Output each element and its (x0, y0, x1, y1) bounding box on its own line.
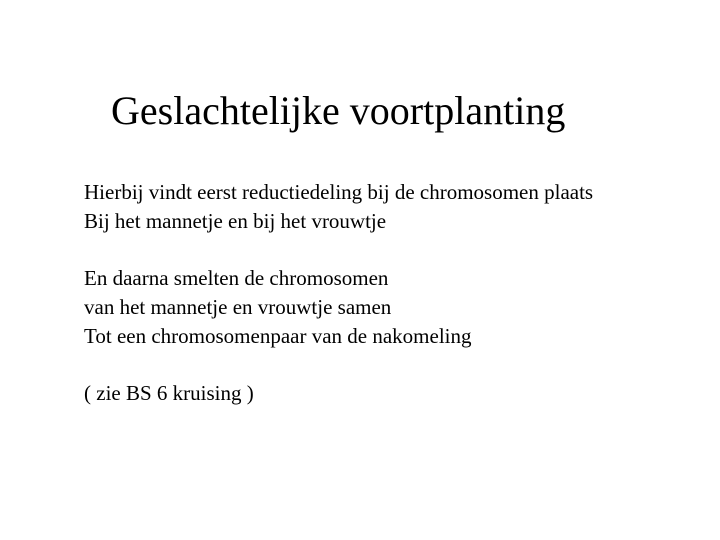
text-line: En daarna smelten de chromosomen (84, 266, 389, 290)
slide-title: Geslachtelijke voortplanting (111, 88, 566, 133)
reference-note: ( zie BS 6 kruising ) (84, 381, 254, 405)
text-line: Bij het mannetje en bij het vrouwtje (84, 209, 387, 233)
slide-body (84, 178, 704, 408)
paragraph-reduction-division (84, 178, 704, 236)
paragraph-chromosome-fusion (84, 264, 704, 351)
paragraph-reference-note (84, 379, 704, 408)
text-line: Hierbij vindt eerst reductiedeling bij de chromosomen plaats (84, 180, 594, 204)
text-line: Tot een chromosomenpaar van de nakomeling (84, 324, 472, 348)
text-line: van het mannetje en vrouwtje samen (84, 295, 392, 319)
